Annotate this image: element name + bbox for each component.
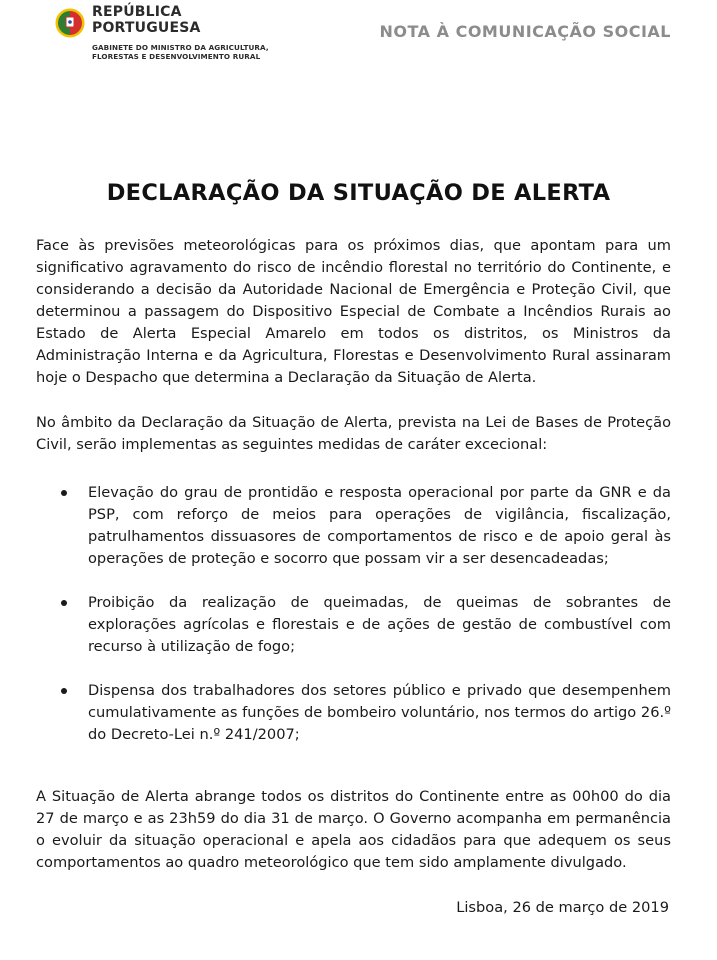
brand-block [92, 4, 269, 61]
measures-list [36, 482, 671, 746]
list-item [36, 592, 671, 658]
bullet-icon [61, 600, 67, 606]
brand-sub-1: GABINETE DO MINISTRO DA AGRICULTURA, [92, 43, 269, 52]
press-note-label: NOTA À COMUNICAÇÃO SOCIAL [379, 22, 671, 41]
republic-emblem-icon [55, 5, 85, 41]
list-item [36, 482, 671, 570]
document-title: DECLARAÇÃO DA SITUAÇÃO DE ALERTA [106, 180, 611, 206]
list-item-text: Dispensa dos trabalhadores dos setores público e privado que desempenhem cumulativamente as funções de bombeiro voluntário, nos termos do artigo 26.º do Decreto-Lei n.º 241/2007; [88, 682, 671, 743]
paragraph-measures-intro: No âmbito da Declaração da Situação de Alerta, prevista na Lei de Bases de Proteção Civil, serão implementas as seguintes medidas de caráter excecional: [36, 414, 671, 453]
brand-sub-2: FLORESTAS E DESENVOLVIMENTO RURAL [92, 52, 261, 61]
place-date: Lisboa, 26 de março de 2019 [456, 899, 669, 916]
paragraph-intro: Face às previsões meteorológicas para os próximos dias, que apontam para um significativo agravamento do risco de incêndio florestal no território do Continente, e considerando a decisão da Autoridade Nacional de Emergência e Proteção Civil, que determinou a passagem do Dispositivo Especial de Combate a Incêndios Rurais ao Estado de Alerta Especial Amarelo em todos os distritos, os Ministros da Administração Interna e da Agricultura, Florestas e Desenvolvimento Rural assinaram hoje o Despacho que determina a Declaração da Situação de Alerta. [36, 237, 671, 386]
brand-line-1: REPÚBLICA [92, 4, 182, 20]
list-item-text: Elevação do grau de prontidão e resposta operacional por parte da GNR e da PSP, com reforço de meios para operações de vigilância, fiscalização, patrulhamentos dissuasores de comportamentos de risco e de apoio geral às operações de proteção e socorro que possam vir a ser desencadeadas; [88, 484, 671, 567]
paragraph-scope: A Situação de Alerta abrange todos os distritos do Continente entre as 00h00 do dia 27 de março e as 23h59 do dia 31 de março. O Governo acompanha em permanência o evoluir da situação operacional e apela aos cidadãos para que adequem os seus comportamentos ao quadro meteorológico que tem sido amplamente divulgado. [36, 788, 671, 871]
bullet-icon [61, 688, 67, 694]
document-header [0, 0, 717, 70]
list-item [36, 680, 671, 746]
brand-line-2: PORTUGUESA [92, 20, 201, 36]
list-item-text: Proibição da realização de queimadas, de queimas de sobrantes de explorações agrícolas e florestais e de ações de gestão de combustível com recurso à utilização de fogo; [88, 594, 671, 655]
bullet-icon [61, 490, 67, 496]
